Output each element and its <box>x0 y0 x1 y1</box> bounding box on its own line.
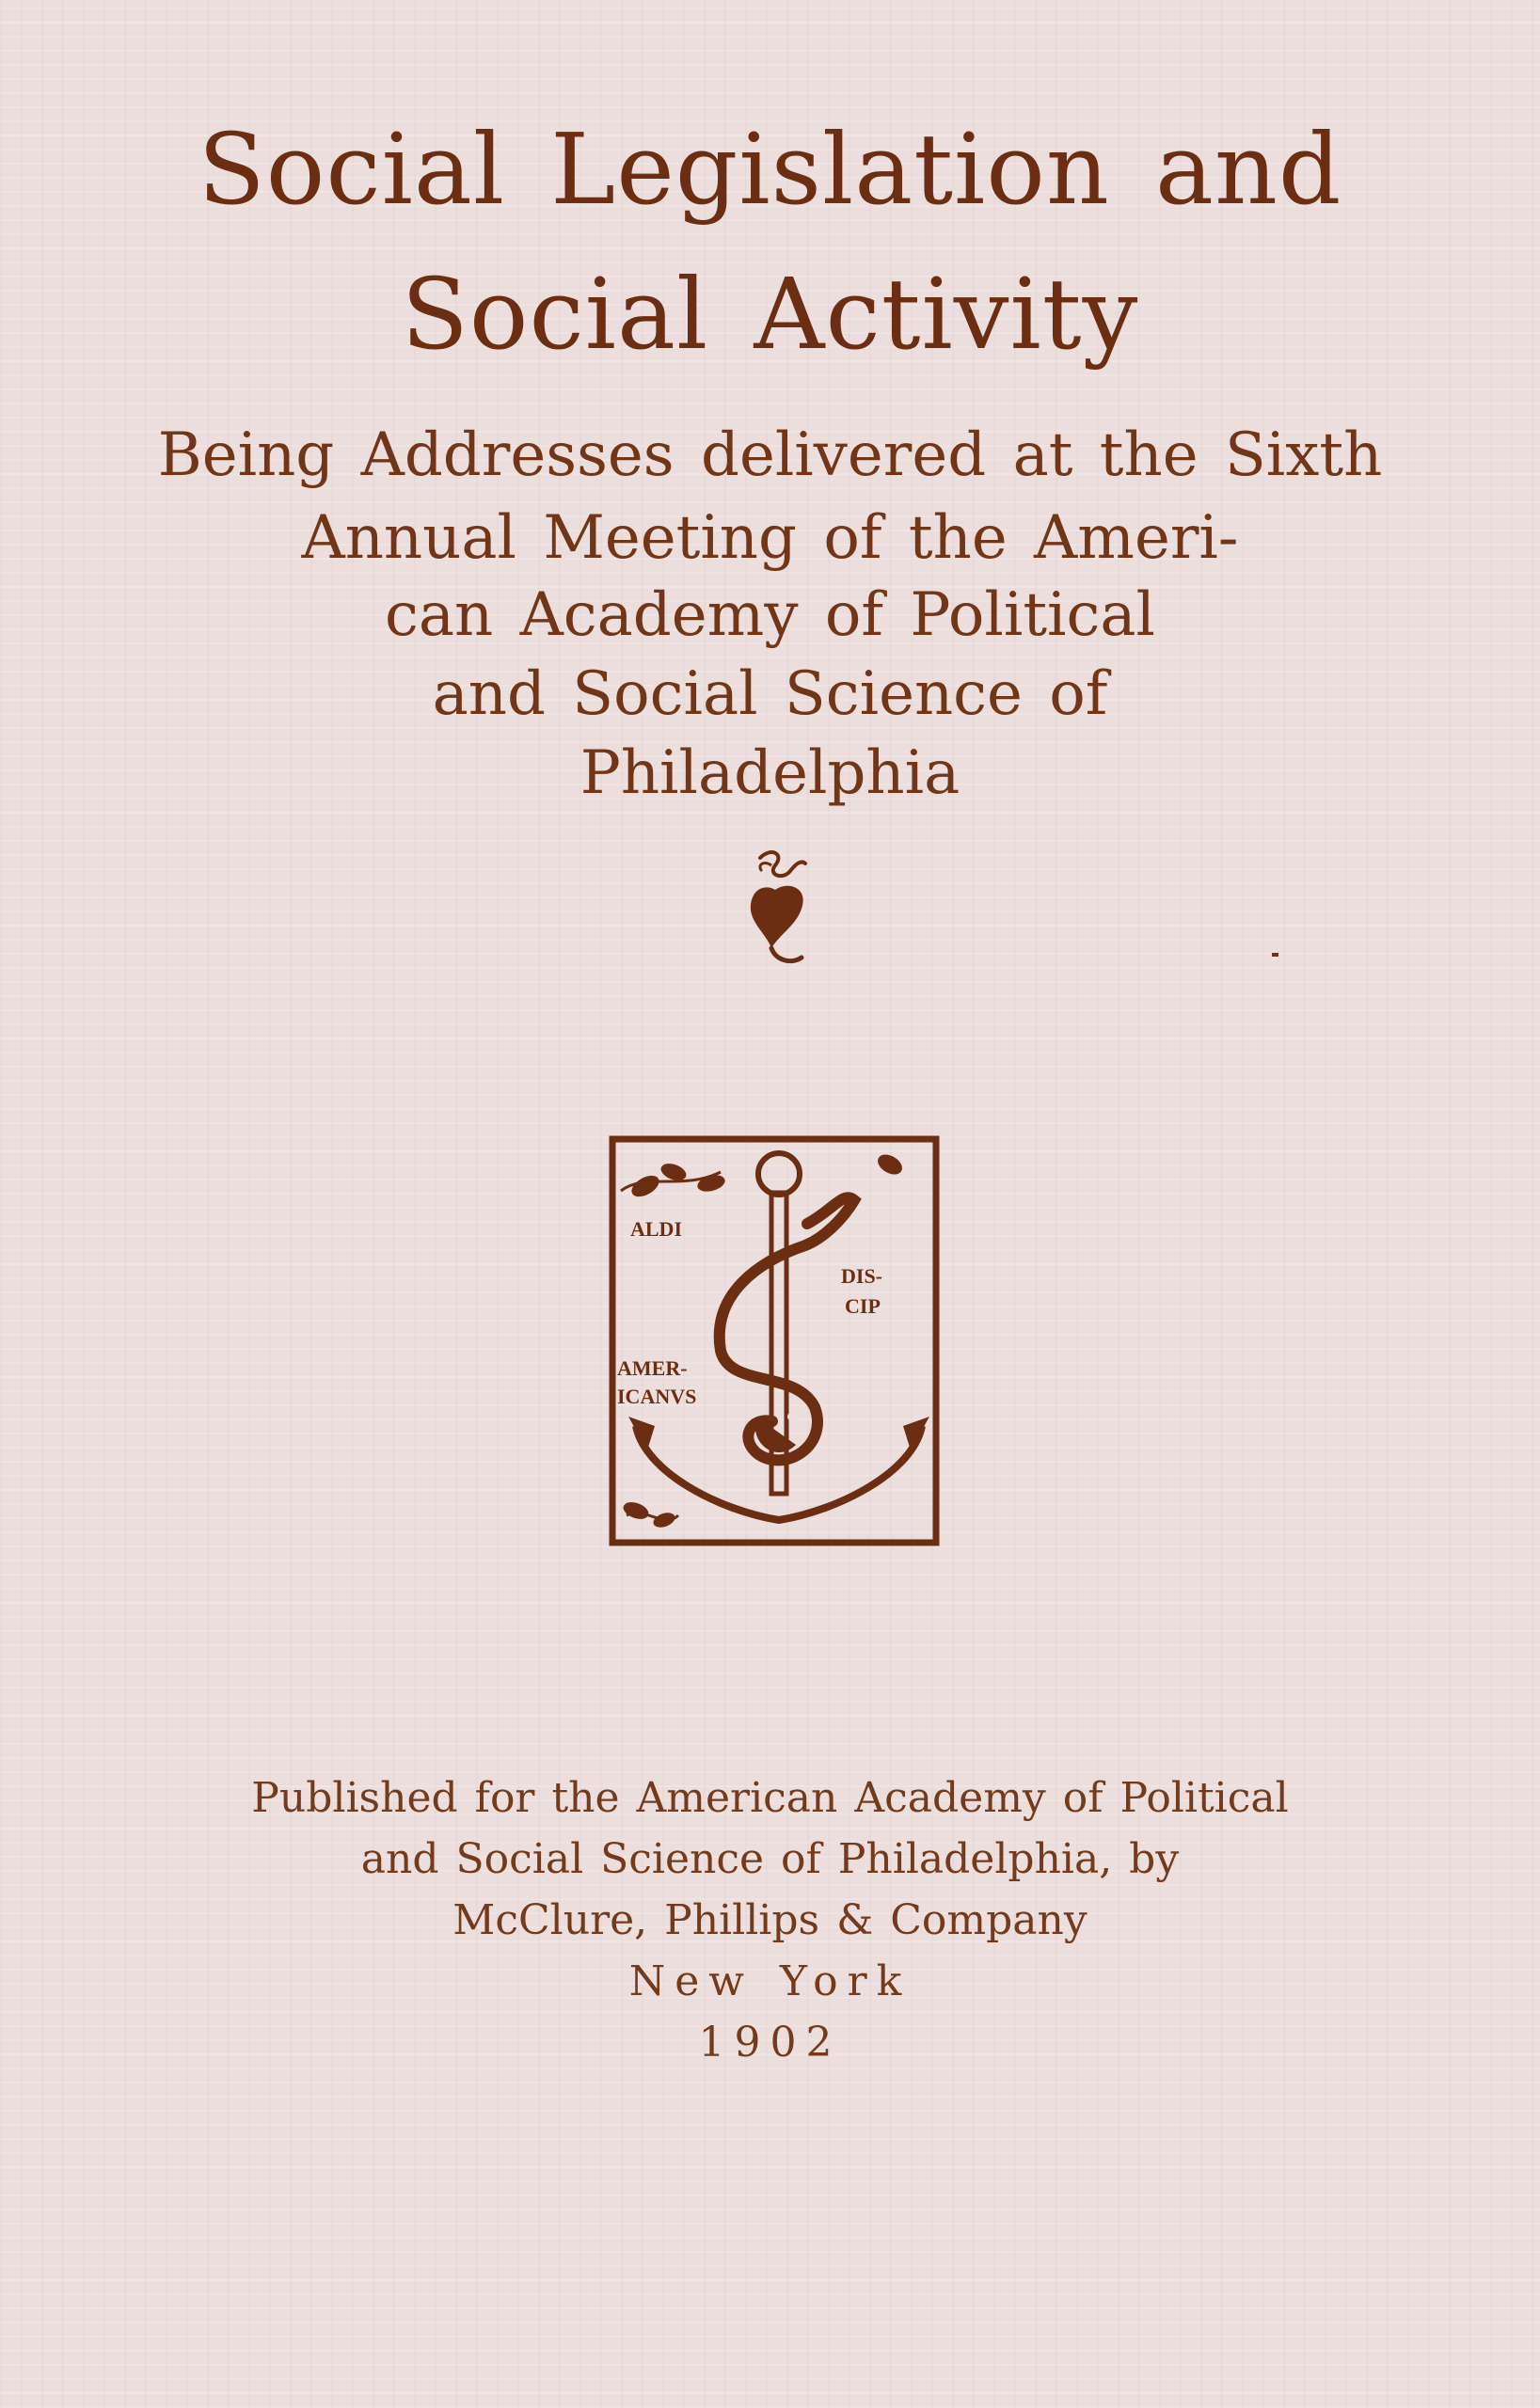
fleuron-icon <box>743 847 809 969</box>
title-line-2: Social Activity <box>401 257 1139 372</box>
subtitle-line-1: Being Addresses delivered at the Sixth <box>157 420 1383 490</box>
subtitle-line-3: can Academy of Political <box>385 580 1155 650</box>
anchor-dolphin-icon <box>608 1134 941 1547</box>
imprint-line-1: Published for the American Academy of Political <box>251 1774 1289 1822</box>
title-line-1: Social Legislation and <box>198 112 1342 227</box>
stray-mark <box>1272 953 1278 957</box>
subtitle-line-2: Annual Meeting of the Ameri- <box>301 503 1239 573</box>
mark-text-cip: CIP <box>845 1294 881 1318</box>
mark-text-dis: DIS- <box>841 1264 883 1288</box>
imprint-line-3: McClure, Phillips & Company <box>452 1896 1088 1944</box>
mark-text-aldi: ALDI <box>630 1217 683 1241</box>
imprint-line-2: and Social Science of Philadelphia, by <box>360 1835 1180 1883</box>
mark-text-icanvs: ICANVS <box>617 1385 697 1408</box>
imprint-year: 1902 <box>698 2019 842 2067</box>
subtitle-line-4: and Social Science of <box>432 659 1108 729</box>
imprint-city: New York <box>628 1957 912 2005</box>
subtitle-line-5: Philadelphia <box>579 738 961 808</box>
mark-text-amer: AMER- <box>617 1356 688 1380</box>
